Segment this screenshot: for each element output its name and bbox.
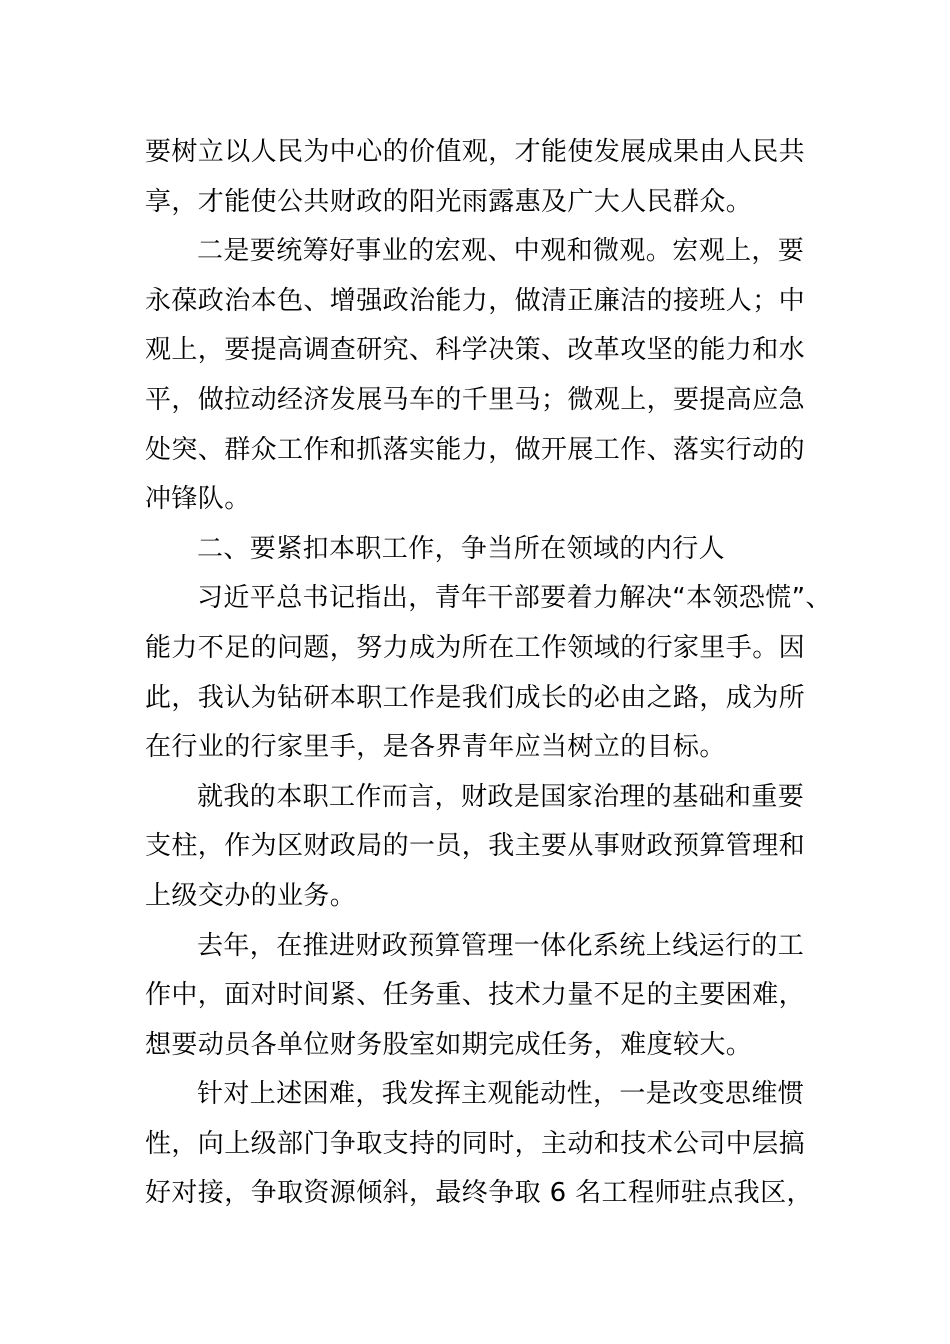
text-line: 支柱，作为区财政局的一员，我主要从事财政预算管理和 bbox=[145, 831, 806, 862]
text-line: 就我的本职工作而言，财政是国家治理的基础和重要 bbox=[197, 781, 805, 812]
text-line: 观上，要提高调查研究、科学决策、改革攻坚的能力和水 bbox=[145, 335, 806, 366]
text-line: 在行业的行家里手，是各界青年应当树立的目标。 bbox=[145, 732, 726, 763]
text-line: 好对接，争取资源倾斜，最终争取 6 名工程师驻点我区， bbox=[145, 1178, 813, 1209]
text-line: 想要动员各单位财务股室如期完成任务，难度较大。 bbox=[145, 1029, 753, 1060]
text-line: 享，才能使公共财政的阳光雨露惠及广大人民群众。 bbox=[145, 186, 753, 217]
text-line: 去年，在推进财政预算管理一体化系统上线运行的工 bbox=[197, 930, 805, 961]
text-line: 能力不足的问题，努力成为所在工作领域的行家里手。因 bbox=[145, 632, 806, 663]
text-line: 此，我认为钻研本职工作是我们成长的必由之路，成为所 bbox=[145, 682, 806, 713]
text-line: 二、要紧扣本职工作，争当所在领域的内行人 bbox=[197, 533, 726, 564]
text-line: 二是要统筹好事业的宏观、中观和微观。宏观上，要 bbox=[197, 236, 805, 267]
text-line: 上级交办的业务。 bbox=[145, 880, 357, 911]
text-line: 平，做拉动经济发展马车的千里马；微观上，要提高应急 bbox=[145, 384, 806, 415]
text-line: 要树立以人民为中心的价值观，才能使发展成果由人民共 bbox=[145, 137, 806, 167]
text-line: 处突、群众工作和抓落实能力，做开展工作、落实行动的 bbox=[145, 434, 806, 465]
text-line: 冲锋队。 bbox=[145, 484, 251, 515]
text-line: 永葆政治本色、增强政治能力，做清正廉洁的接班人；中 bbox=[145, 285, 806, 316]
document-body bbox=[145, 128, 832, 1219]
text-line: 作中，面对时间紧、任务重、技术力量不足的主要困难， bbox=[145, 980, 806, 1011]
text-line: 针对上述困难，我发挥主观能动性，一是改变思维惯 bbox=[197, 1079, 805, 1110]
text-line: 性，向上级部门争取支持的同时，主动和技术公司中层搞 bbox=[145, 1128, 806, 1159]
text-line: 习近平总书记指出，青年干部要着力解决“本领恐慌”、 bbox=[197, 583, 832, 614]
